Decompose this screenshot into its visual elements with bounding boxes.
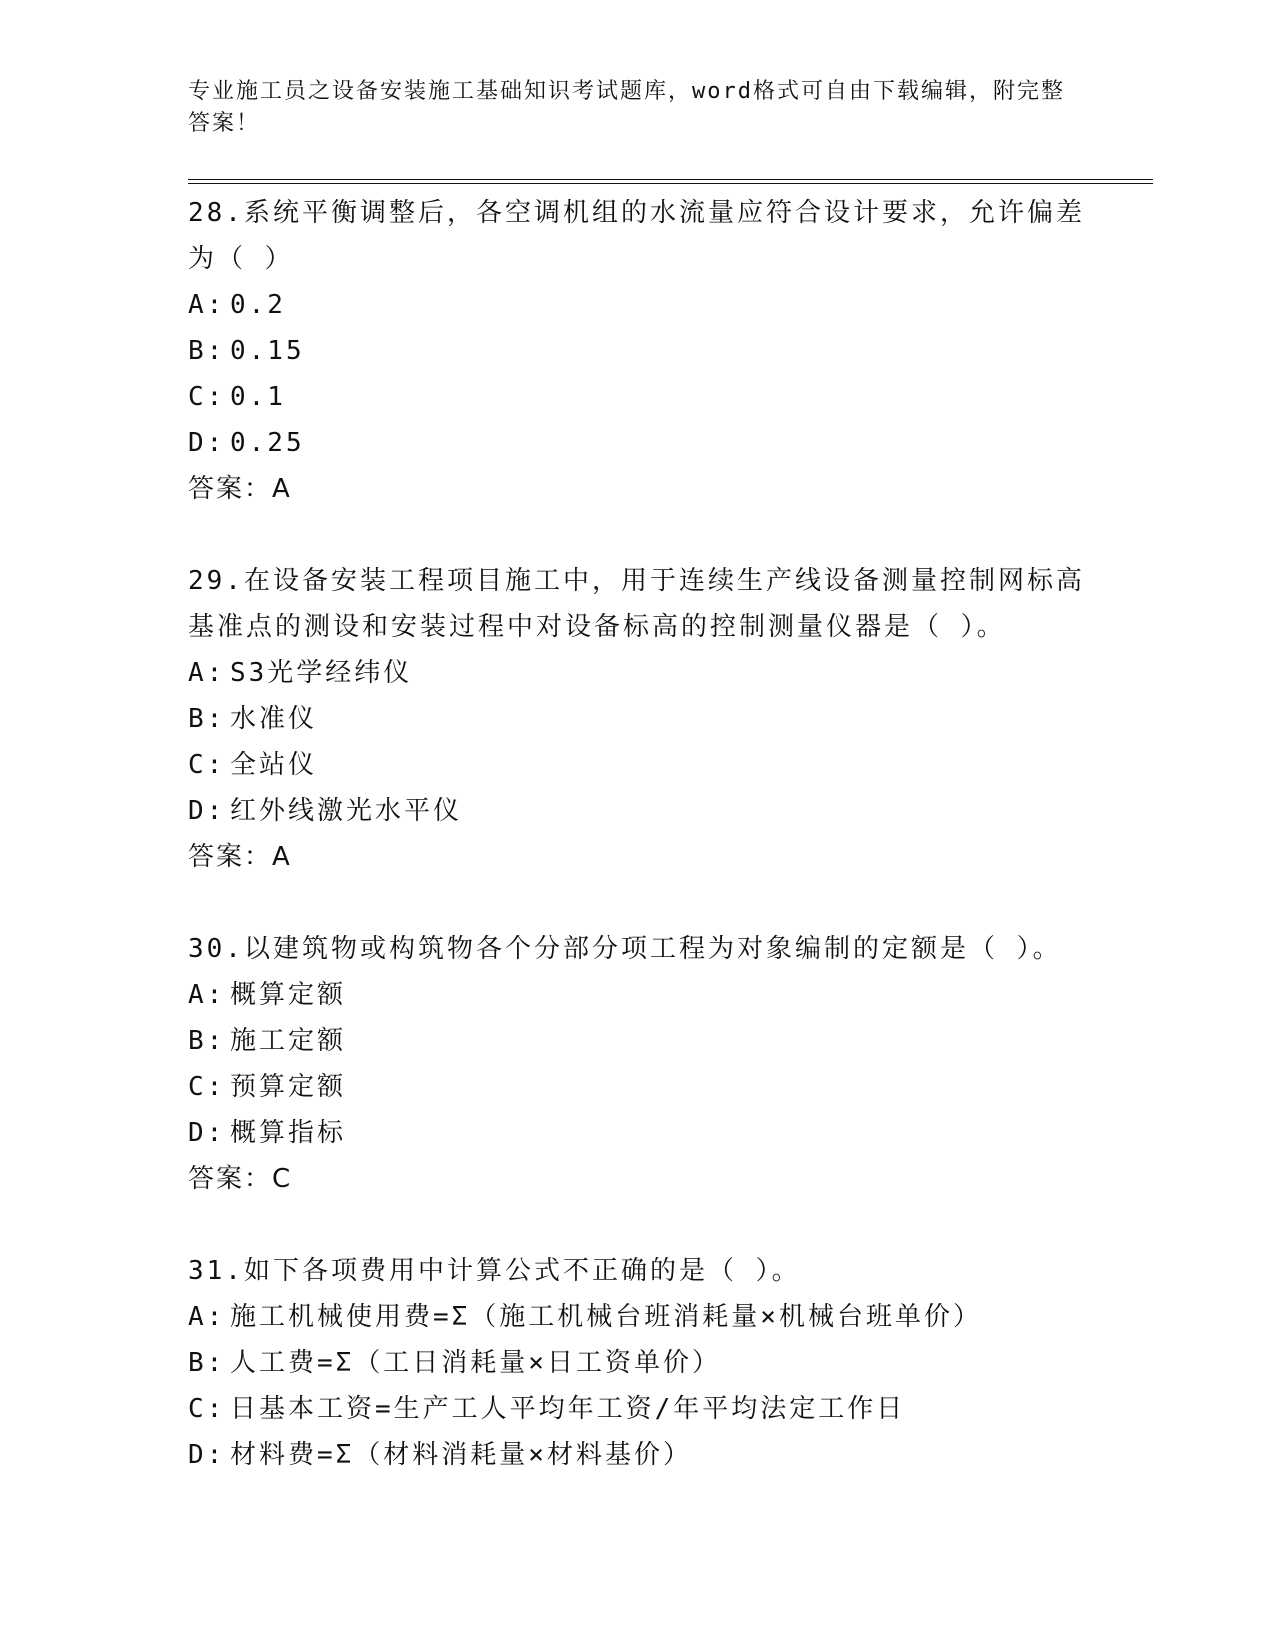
option-a xyxy=(188,1294,1088,1340)
option-text: S3光学经纬仪 xyxy=(230,658,413,688)
option-a xyxy=(188,650,1088,696)
option-text: 预算定额 xyxy=(230,1072,347,1102)
option-c xyxy=(188,742,1088,788)
option-d xyxy=(188,1432,1088,1478)
option-c xyxy=(188,374,1088,420)
option-letter: A: xyxy=(188,658,226,688)
option-b xyxy=(188,1018,1088,1064)
option-letter: C: xyxy=(188,1072,226,1102)
option-text: 人工费=Σ（工日消耗量×日工资单价） xyxy=(230,1348,721,1378)
option-text: 红外线激光水平仪 xyxy=(230,796,463,826)
option-text: 概算指标 xyxy=(230,1118,347,1148)
option-d xyxy=(188,788,1088,834)
option-text: 0.1 xyxy=(230,382,286,412)
page-header: 专业施工员之设备安装施工基础知识考试题库，word格式可自由下载编辑，附完整答案！ xyxy=(188,79,1065,136)
option-c xyxy=(188,1386,1088,1432)
option-letter: B: xyxy=(188,1026,226,1056)
option-letter: D: xyxy=(188,796,226,826)
option-text: 0.25 xyxy=(230,428,305,458)
option-letter: D: xyxy=(188,428,226,458)
option-letter: B: xyxy=(188,1348,226,1378)
option-text: 概算定额 xyxy=(230,980,347,1010)
option-b xyxy=(188,328,1088,374)
option-letter: A: xyxy=(188,1302,226,1332)
question-stem: 30.以建筑物或构筑物各个分部分项工程为对象编制的定额是（ ）。 xyxy=(188,934,1062,964)
option-letter: C: xyxy=(188,1394,226,1424)
option-text: 水准仪 xyxy=(230,704,318,734)
option-b xyxy=(188,696,1088,742)
header-divider xyxy=(188,179,1153,184)
question-30 xyxy=(188,926,1088,1202)
option-text: 施工定额 xyxy=(230,1026,347,1056)
question-list xyxy=(188,190,1088,1524)
question-31 xyxy=(188,1248,1088,1478)
question-28 xyxy=(188,190,1088,512)
answer-line: 答案：A xyxy=(188,474,292,504)
question-stem: 28.系统平衡调整后，各空调机组的水流量应符合设计要求，允许偏差为（ ） xyxy=(188,198,1085,274)
question-stem: 31.如下各项费用中计算公式不正确的是（ ）。 xyxy=(188,1256,801,1286)
option-text: 全站仪 xyxy=(230,750,318,780)
option-letter: B: xyxy=(188,704,226,734)
option-letter: B: xyxy=(188,336,226,366)
option-letter: D: xyxy=(188,1440,226,1470)
option-text: 日基本工资=生产工人平均年工资/年平均法定工作日 xyxy=(230,1394,906,1424)
option-b xyxy=(188,1340,1088,1386)
option-letter: A: xyxy=(188,980,226,1010)
question-29 xyxy=(188,558,1088,880)
option-letter: C: xyxy=(188,382,226,412)
option-text: 施工机械使用费=Σ（施工机械台班消耗量×机械台班单价） xyxy=(230,1302,982,1332)
option-letter: A: xyxy=(188,290,226,320)
question-stem: 29.在设备安装工程项目施工中，用于连续生产线设备测量控制网标高基准点的测设和安装过程中对设备标高的控制测量仪器是（ ）。 xyxy=(188,566,1085,642)
answer-line: 答案：C xyxy=(188,1164,293,1194)
option-letter: C: xyxy=(188,750,226,780)
answer-line: 答案：A xyxy=(188,842,292,872)
option-a xyxy=(188,972,1088,1018)
option-d xyxy=(188,420,1088,466)
option-letter: D: xyxy=(188,1118,226,1148)
option-a xyxy=(188,282,1088,328)
option-d xyxy=(188,1110,1088,1156)
option-text: 材料费=Σ（材料消耗量×材料基价） xyxy=(230,1440,692,1470)
option-text: 0.2 xyxy=(230,290,286,320)
option-text: 0.15 xyxy=(230,336,305,366)
option-c xyxy=(188,1064,1088,1110)
